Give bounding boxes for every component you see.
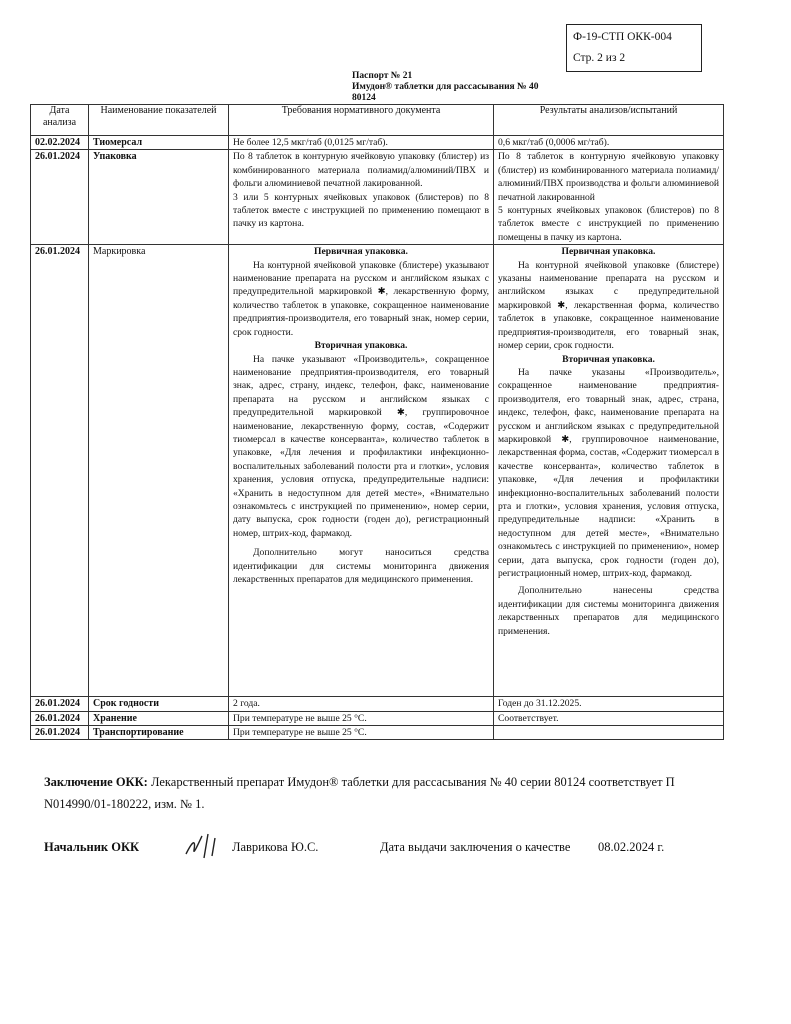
analysis-table <box>30 104 724 740</box>
qc-conclusion <box>44 771 744 815</box>
table-row <box>31 245 724 697</box>
row-date: 26.01.2024 <box>31 245 89 697</box>
header-requirements: Требования нормативного документа <box>229 105 494 136</box>
requirement-paragraph: На пачке указывают «Производитель», сокращенное наименование предприятия-производителя, его товарный знак, адрес, страну, индекс, телефон, факс, наименование препарата на русском и английском языках с предупредительной маркировкой ✱, группировочное наименование, лекарственную форму, состав, «Содержит тиомерсал в качестве консерванта», количество таблеток в упаковке, «Для лечения и профилактики инфекционно-воспалительных заболеваний полости рта и глотки», условия хранения, условия отпуска, предупредительные надписи: «Хранить в недоступном для детей месте», «Внимательно ознакомьтесь с инструкцией по применению», номер серии, дату выпуска, срок годности (годен до), регистрационный номер, штрих-код, фармакод. <box>233 353 489 539</box>
row-result <box>494 726 724 740</box>
row-date: 02.02.2024 <box>31 136 89 150</box>
result-paragraph: На пачке указаны «Производитель», сокращенное наименование предприятия-производителя, его товарный знак, адрес, страна, индекс, телефон, факс, наименование препарата на русском и английском языках с предупредительной маркировкой ✱, группировочное наименование, лекарственная форма, состав, «Содержит тиомерсал в качестве консерванта», количество таблеток в упаковке, «Для лечения и профилактики инфекционно-воспалительных заболеваний полости рта и глотки», условия хранения, условия отпуска, предупредительные надписи: «Хранить в недоступном для детей месте», «Внимательно ознакомьтесь с инструкцией по применению», номер серии, дата выпуска, срок годности (годен до), регистрационный номер, штрих-код, фармакод. <box>498 366 719 579</box>
header-name: Наименование показателей <box>89 105 229 136</box>
row-requirement <box>229 150 494 245</box>
header-results: Результаты анализов/испытаний <box>494 105 724 136</box>
form-code-stamp <box>566 24 702 72</box>
table-row <box>31 726 724 740</box>
requirement-paragraph: На контурной ячейковой упаковке (блистере) указывают наименование препарата на русском и английском языках с предупредительной маркировкой ✱, лекарственную форму, количество таблеток в упаковке, сокращенное наименование предприятия-производителя, его товарный знак, номер серии, срок годности. <box>233 259 489 338</box>
table-row <box>31 136 724 150</box>
result-paragraph: Дополнительно нанесены средства идентификации для системы мониторинга движения лекарственных препаратов для медицинского применения. <box>498 585 719 637</box>
row-date: 26.01.2024 <box>31 726 89 740</box>
requirement-paragraph: Дополнительно могут наноситься средства идентификации для системы мониторинга движения лекарственных препаратов для медицинского применения. <box>233 547 489 585</box>
issue-date-value: 08.02.2024 г. <box>598 840 665 854</box>
result-paragraph: На контурной ячейковой упаковке (блистере) указаны наименование препарата на русском и английском языках с предупредительной маркировкой ✱, лекарственная форма, количество таблеток в упаковке, сокращенное наименование предприятия-производителя, его товарный знак, номер серии, срок годности. <box>498 259 719 352</box>
batch-number: 80124 <box>352 93 376 103</box>
form-code: Ф-19-СТП ОКК-004 <box>573 31 672 43</box>
result-paragraph: 5 контурных ячейковых упаковок (блистеров) по 8 таблеток вместе с инструкцией по применению помещены в пачку из картона. <box>498 205 719 243</box>
conclusion-text: Лекарственный препарат Имудон® таблетки для рассасывания № 40 серии 80124 соответствует П N014990/01-180222, изм. № 1. <box>44 775 675 811</box>
row-result <box>494 245 724 697</box>
row-date: 26.01.2024 <box>31 697 89 711</box>
row-date: 26.01.2024 <box>31 150 89 245</box>
signature-mark <box>182 832 218 862</box>
table-header-row <box>31 105 724 136</box>
page-info: Стр. 2 из 2 <box>573 52 626 64</box>
row-name: Срок годности <box>89 697 229 711</box>
row-requirement <box>229 245 494 697</box>
row-requirement: Не более 12,5 мкг/таб (0,0125 мг/таб). <box>229 136 494 150</box>
table-row <box>31 697 724 711</box>
secondary-package-heading: Вторичная упаковка. <box>562 353 655 365</box>
row-requirement: При температуре не выше 25 °С. <box>229 711 494 725</box>
row-name: Транспортирование <box>89 726 229 740</box>
row-requirement: При температуре не выше 25 °С. <box>229 726 494 740</box>
requirement-paragraph: По 8 таблеток в контурную ячейковую упаковку (блистер) из комбинированного материала полиамид/алюминий/ПВХ и фольги алюминиевой печатной лакированной. <box>233 151 489 190</box>
row-name: Тиомерсал <box>89 136 229 150</box>
row-date: 26.01.2024 <box>31 711 89 725</box>
row-name: Упаковка <box>89 150 229 245</box>
row-result <box>494 150 724 245</box>
table-row <box>31 150 724 245</box>
row-result: 0,6 мкг/таб (0,0006 мг/таб). <box>494 136 724 150</box>
row-result: Соответствует. <box>494 711 724 725</box>
signer-position: Начальник ОКК <box>44 840 140 854</box>
passport-number: Паспорт № 21 <box>352 71 413 81</box>
issue-date-label: Дата выдачи заключения о качестве <box>380 840 571 854</box>
row-result: Годен до 31.12.2025. <box>494 697 724 711</box>
product-title: Имудон® таблетки для рассасывания № 40 <box>352 82 539 92</box>
table-row <box>31 711 724 725</box>
primary-package-heading: Первичная упаковка. <box>314 246 408 258</box>
signer-name: Лаврикова Ю.С. <box>232 840 319 854</box>
secondary-package-heading: Вторичная упаковка. <box>314 340 408 352</box>
row-requirement: 2 года. <box>229 697 494 711</box>
header-date: Дата анализа <box>31 105 89 136</box>
row-name: Маркировка <box>89 245 229 697</box>
row-name: Хранение <box>89 711 229 725</box>
requirement-paragraph: 3 или 5 контурных ячейковых упаковок (блистеров) по 8 таблеток вместе с инструкцией по применению помещают в пачку из картона. <box>233 191 489 230</box>
conclusion-label: Заключение ОКК: <box>44 775 148 789</box>
primary-package-heading: Первичная упаковка. <box>561 246 656 258</box>
result-paragraph: По 8 таблеток в контурную ячейковую упаковку (блистер) из комбинированного материала полиамид/алюминий/ПВХ производства и фольги алюминиевой печатной лакированной <box>498 151 719 203</box>
